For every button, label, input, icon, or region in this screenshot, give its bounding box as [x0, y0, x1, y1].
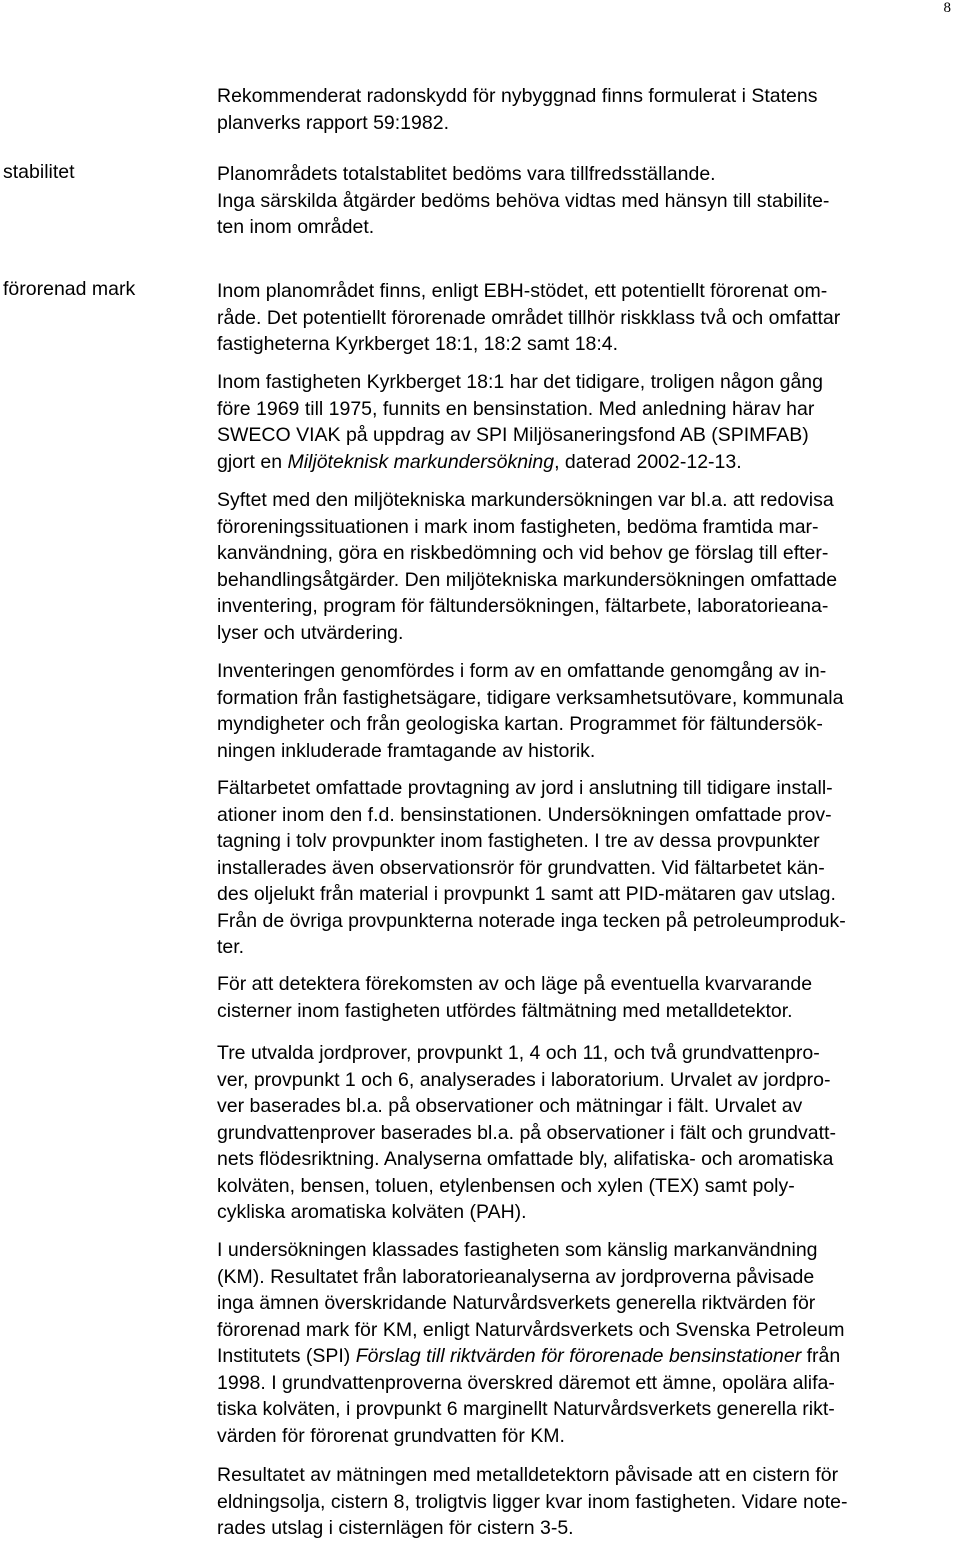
- report-title-italic: Miljöteknisk markundersökning: [287, 450, 555, 473]
- paragraph-bensinstation: Inom fastigheten Kyrkberget 18:1 har det tidigare, troligen någon gång före 1969 till 1975, funnits en bensinstation. Med anledning härav har SWECO VIAK på uppdrag av SPI Miljösaneringsfond AB (SPIMFAB) gjort en Miljöteknisk markundersökning, daterad 2002-12-13.: [217, 371, 823, 473]
- paragraph-resultat-km: I undersökningen klassades fastigheten som känslig markanvändning (KM). Resultatet från laboratorieanalyserna av jordproverna påvisade inga ämnen överskridande Naturvårdsverkets generella riktvärden för förorenad mark för KM, enligt Naturvårdsverkets och Svenska Petroleum Institutets (SPI) Förslag till riktvärden för förorenade bensinstationer från 1998. I grundvattenproverna överskred däremot ett ämne, opolära alifa- tiska kolväten, i provpunkt 6 marginellt Naturvårdsverkets generella rikt- värden för förorenat grundvatten för KM.: [217, 1239, 845, 1447]
- paragraph-analyser: Tre utvalda jordprover, provpunkt 1, 4 och 11, och två grundvattenpro- ver, provpunkt 1 och 6, analyserades i laboratorium. Urvalet av jordpro- ver baserades bl.a. på observationer och mätningar i fält. Urvalet av grundvattenprover baserades bl.a. på observationer i fält och grundvatt- nets flödesriktning. Analyserna omfattade bly, alifatiska- och aromatiska kolväten, bensen, toluen, etylenbensen och xylen (TEX) samt poly- cykliska aromatiska kolväten (PAH).: [217, 1042, 836, 1223]
- paragraph-fororenat-omrade: Inom planområdet finns, enligt EBH-stödet, ett potentiellt förorenat om- råde. Det potentiellt förorenade området tillhör riskklass två och omfattar fastigheterna Kyrkberget 18:1, 18:2 samt 18:4.: [217, 280, 841, 355]
- paragraph-cistern: Resultatet av mätningen med metalldetektorn påvisade att en cistern för eldningsolja, cistern 8, troligtvis ligger kvar inom fastigheten. Vidare note- rades utslag i cisternlägen för cistern 3-5.: [217, 1464, 848, 1539]
- paragraph-stabilitet: Planområdets totalstablitet bedöms vara tillfredsställande. Inga särskilda åtgärder bedöms behöva vidtas med hänsyn till stabilite- ten inom området.: [217, 163, 830, 238]
- page-number: 8: [943, 0, 951, 16]
- paragraph-syfte: Syftet med den miljötekniska markundersökningen var bl.a. att redovisa föroreningssituationen i mark inom fastigheten, bedöma framtida mar- kanvändning, göra en riskbedömning och vid behov ge förslag till efter- behandlingsåtgärder. Den miljötekniska markundersökningen omfattade inventering, program för fältundersökningen, fältarbete, laboratorieana- lyser och utvärdering.: [217, 489, 838, 644]
- margin-label-fororenad-mark: förorenad mark: [3, 278, 136, 300]
- paragraph-inventering: Inventeringen genomfördes i form av en omfattande genomgång av in- formation från fastighetsägare, tidigare verksamhetsutövare, kommunala myndigheter och från geologiska kartan. Programmet för fältundersök- ningen inkluderade framtagande av historik.: [217, 660, 844, 762]
- paragraph-faltarbete: Fältarbetet omfattade provtagning av jord i anslutning till tidigare install- ationer inom den f.d. bensinstationen. Undersökningen omfattade prov- tagning i tolv provpunkter inom fastigheten. I tre av dessa provpunkter installerades även observationsrör för grundvatten. Vid fältarbetet kän- des oljelukt från material i provpunkt 1 samt att PID-mätaren gav utslag. Från de övriga provpunkterna noterade inga tecken på petroleumproduk- ter.: [217, 777, 846, 958]
- paragraph-metalldetektor: För att detektera förekomsten av och läge på eventuella kvarvarande cisterner inom fastigheten utfördes fältmätning med metalldetektor.: [217, 973, 813, 1022]
- publication-title-italic: Förslag till riktvärden för förorenade bensinstationer: [355, 1345, 802, 1367]
- margin-label-stabilitet: stabilitet: [3, 161, 75, 183]
- paragraph-radon: Rekommenderat radonskydd för nybyggnad finns formulerat i Statens planverks rapport 59:1982.: [217, 85, 818, 134]
